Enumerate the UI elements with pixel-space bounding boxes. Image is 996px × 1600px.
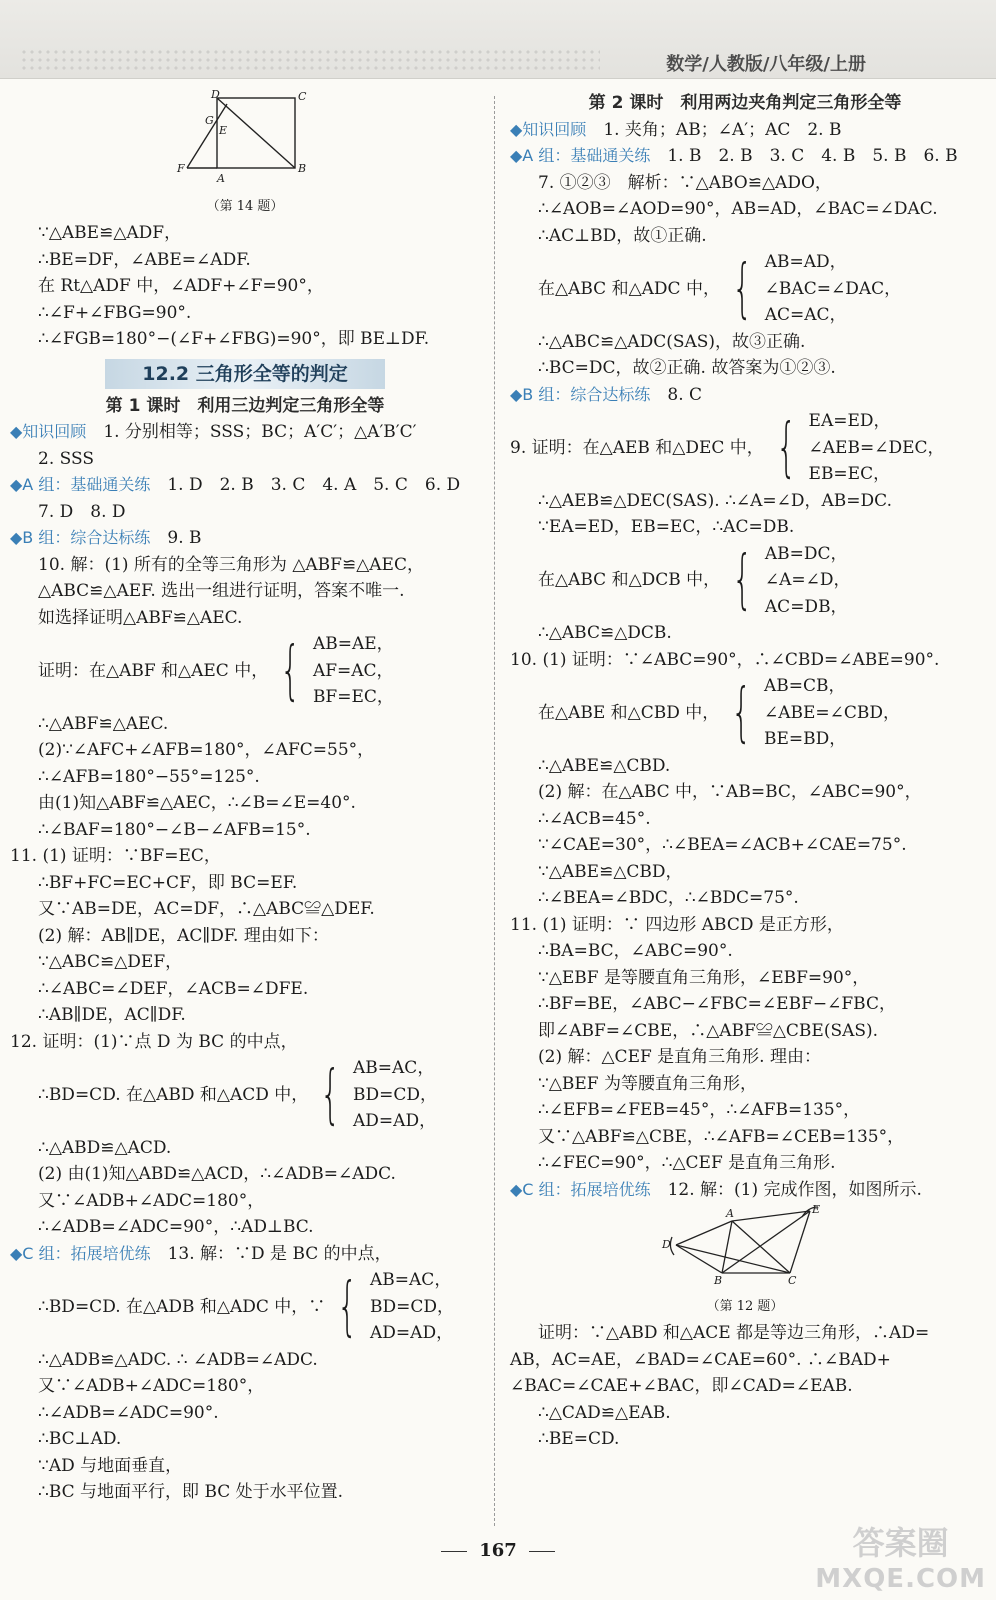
q9-system bbox=[510, 408, 980, 488]
group-c-tag: ◆C 组：拓展培优练 bbox=[510, 1179, 651, 1199]
q9-system2-row: ∠A=∠D， bbox=[764, 570, 851, 590]
q13-line: 又∵∠ADB+∠ADC=180°， bbox=[38, 1376, 265, 1396]
q10-system bbox=[510, 673, 980, 753]
review-tag: ◆知识回顾 bbox=[10, 422, 87, 441]
brace: { bbox=[732, 251, 753, 326]
group-a-answers: 1. D 2. B 3. C 4. A 5. C 6. D bbox=[167, 475, 461, 495]
q12-proof-line: AB，AC=AE，∠BAD=∠CAE=60°. ∴∠BAD+ bbox=[510, 1349, 891, 1370]
q7-system-row: ∠BAC=∠DAC， bbox=[764, 278, 902, 299]
q12-system-row: BD=CD， bbox=[353, 1084, 438, 1105]
group-c-tag: ◆C 组：拓展培优练 bbox=[10, 1243, 151, 1263]
group-a-tag: ◆A 组：基础通关练 bbox=[510, 146, 651, 165]
q10-line: ∴△ABE≌△CBD. bbox=[538, 755, 671, 776]
q10-system-row: BE=BD， bbox=[763, 729, 847, 749]
group-b-answers: 9. B bbox=[167, 528, 202, 548]
group-b-answers: 8. C bbox=[667, 384, 703, 405]
watermark-line-2: MXQE.COM bbox=[815, 1564, 986, 1594]
q10-line: (2) 解：在△ABC 中，∵AB=BC，∠ABC=90°， bbox=[538, 782, 922, 802]
q10-system-prefix: 证明：在△ABF 和△AEC 中， bbox=[38, 660, 269, 681]
q10-line: ∴∠BEA=∠BDC，∴∠BDC=75°. bbox=[538, 888, 799, 908]
q11-line: ∵△BEF 为等腰直角三角形， bbox=[538, 1073, 757, 1094]
q11-line: ∵△EBF 是等腰直角三角形，∠EBF=90°， bbox=[538, 967, 870, 988]
q9-system-row: EA=ED， bbox=[808, 411, 891, 431]
q10-system-prefix: 在△ABE 和△CBD 中， bbox=[538, 702, 720, 723]
fig14-label-g: G bbox=[205, 114, 214, 127]
lesson-2-title: 第 2 课时 利用两边夹角判定三角形全等 bbox=[588, 93, 902, 113]
q12-system bbox=[10, 1055, 480, 1135]
q9-line: ∴△AEB≌△DEC(SAS). ∴∠A=∠D，AB=DC. bbox=[538, 490, 892, 511]
q11-line: ∴∠EFB=∠FEB=45°，∴∠AFB=135°， bbox=[538, 1100, 861, 1120]
q10-line: (2)∵∠AFC+∠AFB=180°，∠AFC=55°， bbox=[38, 740, 375, 760]
q10-system-row: ∠ABE=∠CBD， bbox=[763, 702, 901, 723]
q10-system-row: AF=AC， bbox=[312, 660, 394, 681]
q11-line: 即∠ABF=∠CBE，∴△ABF≌△CBE(SAS). bbox=[538, 1020, 879, 1041]
q10-line: 由(1)知△ABF≌△AEC，∴∠B=∠E=40°. bbox=[38, 793, 356, 813]
page-number-dash bbox=[529, 1551, 555, 1552]
q14-line: ∴BE=DF，∠ABE=∠ADF. bbox=[38, 249, 251, 270]
chapter-title: 12.2 三角形全等的判定 bbox=[105, 359, 385, 389]
fig12-label-b: B bbox=[714, 1274, 723, 1285]
q12-proof-line: ∴BE=CD. bbox=[538, 1429, 620, 1449]
right-column bbox=[510, 90, 980, 1453]
watermark-line-1: 答案圈 bbox=[852, 1524, 949, 1562]
group-b-tag: ◆B 组：综合达标练 bbox=[510, 384, 651, 404]
left-column bbox=[10, 90, 480, 1506]
q9-system-row: EB=EC， bbox=[808, 464, 891, 484]
q10-line: ∵△ABE≌△CBD， bbox=[538, 861, 683, 882]
q12-line: ∴∠ADB=∠ADC=90°，∴AD⊥BC. bbox=[38, 1217, 314, 1237]
brace: { bbox=[775, 410, 797, 485]
q14-line: ∴∠FGB=180°−(∠F+∠FBG)=90°，即 BE⊥DF. bbox=[38, 329, 430, 349]
q13-system-row: BD=CD， bbox=[370, 1296, 455, 1317]
q13-line: 13. 解：∵D 是 BC 的中点， bbox=[167, 1243, 392, 1264]
q12-line: 12. 证明：(1)∵点 D 为 BC 的中点， bbox=[10, 1031, 298, 1052]
q9-line: ∴△ABC≌△DCB. bbox=[538, 623, 672, 643]
watermark bbox=[815, 1518, 986, 1594]
review-answers: 1. 夹角；AB；∠A′；AC 2. B bbox=[603, 119, 842, 140]
q11-line: 11. (1) 证明：∵BF=EC， bbox=[10, 846, 221, 866]
q10-line: 10. 解：(1) 所有的全等三角形为 △ABF≌△AEC， bbox=[38, 554, 424, 575]
q13-system-row: AD=AD， bbox=[370, 1323, 454, 1343]
q11-line: ∴AB∥DE，AC∥DF. bbox=[38, 1005, 186, 1025]
q12-system-prefix: ∴BD=CD. 在△ABD 和△ACD 中， bbox=[38, 1084, 309, 1105]
q10-line: ∴∠AFB=180°−55°=125°. bbox=[38, 766, 260, 787]
review-tag: ◆知识回顾 bbox=[510, 119, 587, 139]
fig14-label-d: D bbox=[211, 90, 220, 101]
q7-line: 7. ①②③ 解析：∵△ABO≌△ADO， bbox=[538, 172, 832, 193]
q7-system bbox=[510, 249, 980, 329]
q13-line: ∴BC 与地面平行，即 BC 处于水平位置. bbox=[38, 1482, 344, 1502]
q10-line: ∵∠CAE=30°，∴∠BEA=∠ACB+∠CAE=75°. bbox=[538, 835, 907, 855]
q10-system bbox=[10, 631, 480, 711]
q12-system-row: AD=AD， bbox=[353, 1111, 437, 1131]
q9-line: ∵EA=ED，EB=EC，∴AC=DB. bbox=[538, 517, 795, 537]
q12-system-row: AB=AC， bbox=[353, 1058, 435, 1078]
fig12-label-a: A bbox=[726, 1207, 734, 1220]
figure-14-diagram bbox=[175, 90, 315, 185]
group-b-tag: ◆B 组：综合达标练 bbox=[10, 528, 151, 547]
q12-proof-line: ∴△CAD≌△EAB. bbox=[538, 1402, 671, 1423]
q13-line: ∴BC⊥AD. bbox=[38, 1429, 122, 1449]
q7-system-row: AC=AC， bbox=[764, 305, 847, 325]
figure-12 bbox=[510, 1203, 980, 1320]
q12-proof-line: ∠BAC=∠CAE+∠BAC，即∠CAD=∠EAB. bbox=[510, 1376, 853, 1396]
q12-line: 又∵∠ADB+∠ADC=180°， bbox=[38, 1190, 265, 1211]
q11-line: 又∵AB=DE，AC=DF，∴△ABC≌△DEF. bbox=[38, 899, 375, 919]
header-dots bbox=[20, 48, 600, 72]
q11-line: ∴BF=BE，∠ABC−∠FBC=∠EBF−∠FBC， bbox=[538, 994, 896, 1014]
fig14-label-e: E bbox=[219, 124, 228, 137]
fig14-label-f: F bbox=[177, 162, 185, 175]
q13-line: ∵AD 与地面垂直， bbox=[38, 1455, 183, 1476]
q7-line: ∴BC=DC，故②正确. 故答案为①②③. bbox=[538, 358, 836, 378]
q9-system2-prefix: 在△ABC 和△DCB 中， bbox=[538, 570, 721, 590]
q10-system-row: BF=EC， bbox=[312, 687, 394, 707]
q10-line: 10. (1) 证明：∵∠ABC=90°，∴∠CBD=∠ABE=90°. bbox=[510, 649, 940, 670]
page-number-dash bbox=[441, 1551, 467, 1552]
q11-line: ∵△ABC≌△DEF， bbox=[38, 952, 183, 972]
q7-line: ∴∠AOB=∠AOD=90°，AB=AD，∠BAC=∠DAC. bbox=[538, 199, 938, 219]
q11-line: ∴∠ABC=∠DEF，∠ACB=∠DFE. bbox=[38, 978, 309, 999]
q13-system bbox=[10, 1267, 480, 1347]
fig12-label-e: E bbox=[812, 1203, 821, 1216]
review-answers-2: 2. SSS bbox=[38, 448, 94, 469]
q10-line: ∴∠BAF=180°−∠B−∠AFB=15°. bbox=[38, 819, 311, 840]
group-a-tag: ◆A 组：基础通关练 bbox=[10, 475, 151, 494]
q13-system-row: AB=AC， bbox=[370, 1270, 452, 1290]
brace: { bbox=[280, 633, 301, 708]
fig12-label-d: D bbox=[662, 1238, 671, 1251]
q10-system-row: AB=AE， bbox=[312, 634, 394, 654]
q13-line: ∴△ADB≌△ADC. ∴ ∠ADB=∠ADC. bbox=[38, 1349, 318, 1370]
q9-system-row: ∠AEB=∠DEC， bbox=[808, 437, 945, 458]
q9-system2-row: AC=DB， bbox=[764, 596, 848, 617]
figure-12-caption: （第 12 题） bbox=[706, 1298, 784, 1314]
q9-system-2 bbox=[510, 541, 980, 621]
q12-line: 12. 解：(1) 完成作图，如图所示. bbox=[667, 1179, 922, 1200]
q14-line: ∵△ABE≌△ADF， bbox=[38, 223, 182, 243]
q11-line: 11. (1) 证明：∵ 四边形 ABCD 是正方形， bbox=[510, 914, 844, 935]
q10-line: ∴△ABF≌△AEC. bbox=[38, 713, 169, 734]
q7-system-prefix: 在△ABC 和△ADC 中， bbox=[538, 278, 720, 299]
q12-line: (2) 由(1)知△ABD≌△ACD，∴∠ADB=∠ADC. bbox=[38, 1164, 396, 1184]
q9-system2-row: AB=DC， bbox=[764, 543, 848, 564]
q13-line: ∴∠ADB=∠ADC=90°. bbox=[38, 1402, 219, 1423]
review-answers: 1. 分别相等；SSS；BC；A′C′；△A′B′C′ bbox=[103, 422, 417, 442]
q10-line: 如选择证明△ABF≌△AEC. bbox=[38, 607, 243, 628]
brace: { bbox=[320, 1057, 341, 1132]
q14-line: ∴∠F+∠FBG=90°. bbox=[38, 302, 192, 323]
group-a-answers-2: 7. D 8. D bbox=[38, 501, 126, 522]
group-a-answers: 1. B 2. B 3. C 4. B 5. B 6. B bbox=[667, 146, 958, 166]
fig14-label-b: B bbox=[298, 162, 307, 175]
fig14-label-c: C bbox=[298, 90, 307, 103]
q7-line: ∴△ABC≌△ADC(SAS)，故③正确. bbox=[538, 331, 806, 352]
q13-system-prefix: ∴BD=CD. 在△ADB 和△ADC 中，∵ bbox=[38, 1296, 326, 1317]
q14-line: 在 Rt△ADF 中，∠ADF+∠F=90°， bbox=[38, 276, 324, 296]
q12-proof-line: 证明：∵△ABD 和△ACE 都是等边三角形，∴AD= bbox=[538, 1323, 930, 1343]
lesson-1-title: 第 1 课时 利用三边判定三角形全等 bbox=[105, 395, 385, 416]
q12-line: ∴△ABD≌△ACD. bbox=[38, 1137, 172, 1158]
q10-system-row: AB=CB， bbox=[763, 676, 846, 696]
header-bar bbox=[0, 0, 996, 79]
q10-line: △ABC≌△AEF. 选出一组进行证明，答案不唯一. bbox=[38, 581, 405, 601]
q11-line: ∴∠FEC=90°，∴△CEF 是直角三角形. bbox=[538, 1153, 836, 1173]
q11-line: ∴BF+FC=EC+CF，即 BC=EF. bbox=[38, 872, 298, 893]
figure-14 bbox=[10, 90, 480, 220]
q11-line: ∴BA=BC，∠ABC=90°. bbox=[538, 941, 733, 961]
fig14-label-a: A bbox=[217, 172, 225, 185]
column-divider bbox=[494, 96, 495, 1526]
figure-14-caption: （第 14 题） bbox=[206, 198, 284, 214]
q11-line: (2) 解：AB∥DE，AC∥DF. 理由如下： bbox=[38, 925, 329, 946]
header-title: 数学/人教版/八年级/上册 bbox=[666, 54, 866, 75]
q7-line: ∴AC⊥BD，故①正确. bbox=[538, 225, 707, 246]
brace: { bbox=[731, 675, 752, 750]
page-number-value: 167 bbox=[479, 1540, 517, 1561]
q11-line: (2) 解：△CEF 是直角三角形. 理由： bbox=[538, 1047, 821, 1067]
figure-12-diagram bbox=[660, 1203, 830, 1285]
brace: { bbox=[337, 1269, 358, 1344]
q7-system-row: AB=AD， bbox=[764, 252, 847, 272]
brace: { bbox=[732, 543, 753, 618]
q11-line: 又∵△ABF≌△CBE，∴∠AFB=∠CEB=135°， bbox=[538, 1126, 905, 1147]
q10-line: ∴∠ACB=45°. bbox=[538, 808, 651, 829]
fig12-label-c: C bbox=[788, 1274, 797, 1285]
q9-system-prefix: 9. 证明：在△AEB 和△DEC 中， bbox=[510, 437, 764, 458]
